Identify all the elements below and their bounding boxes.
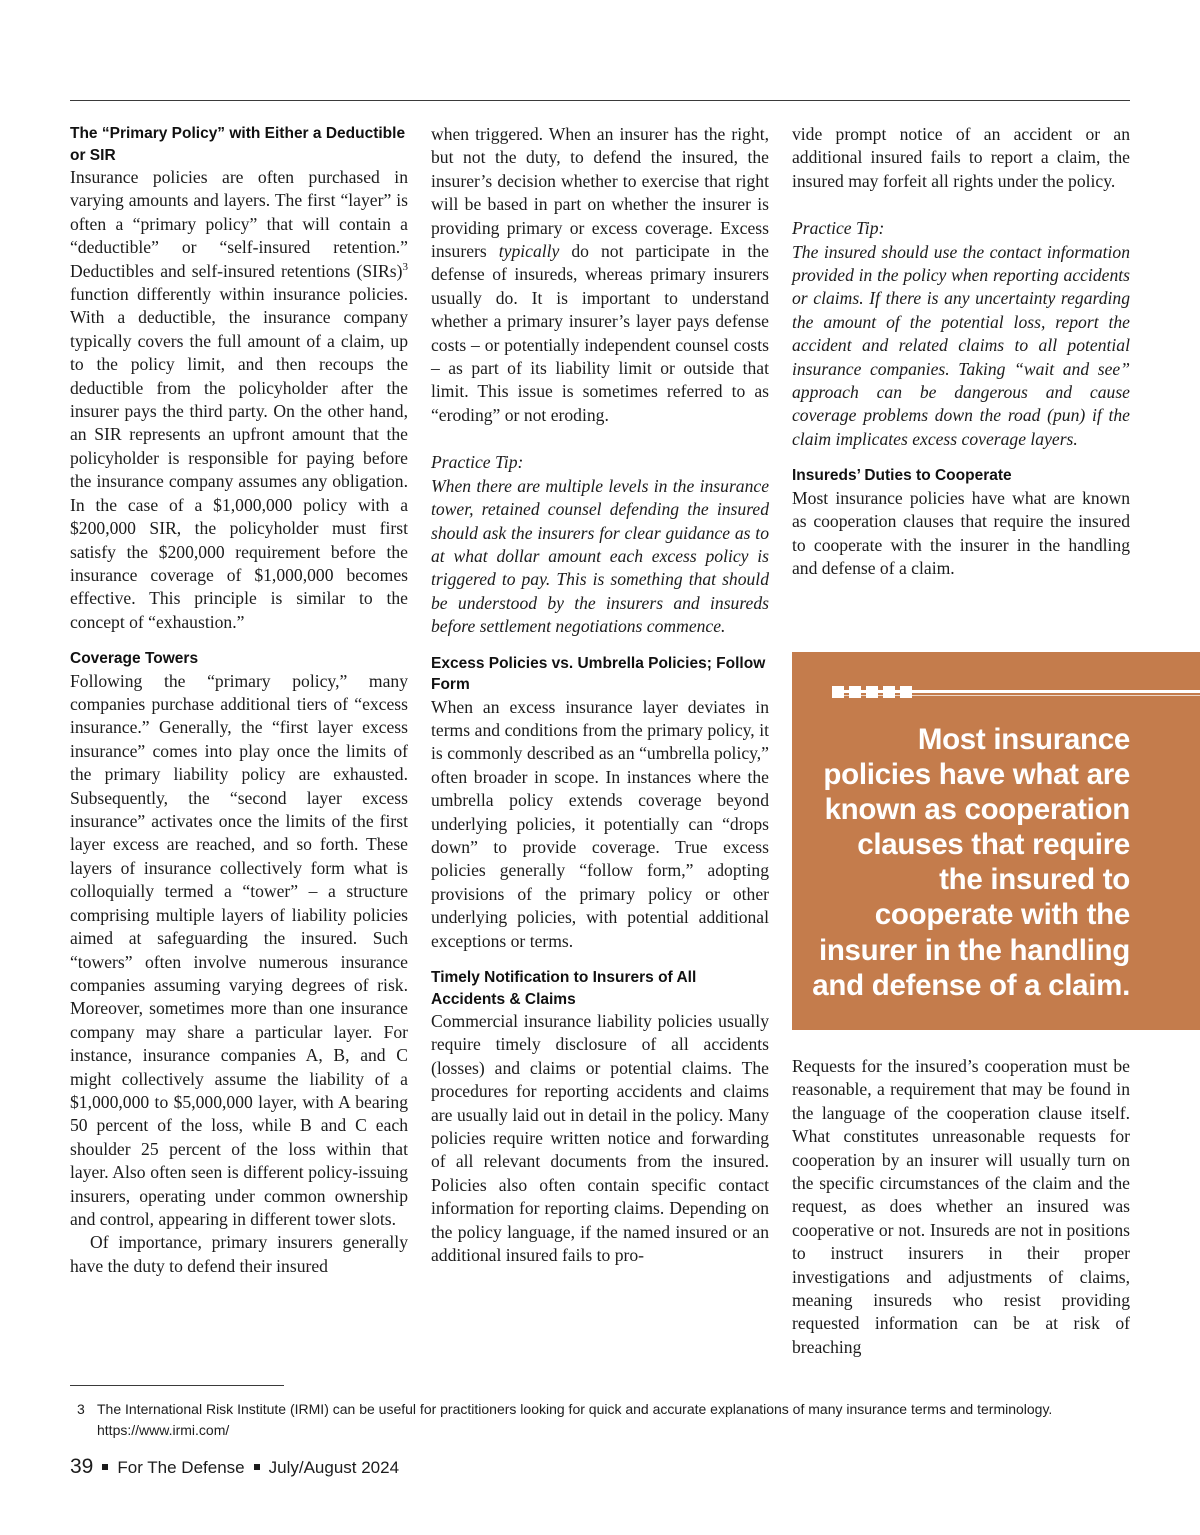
publication-name: For The Defense [117, 1458, 245, 1477]
square-icon [866, 686, 878, 698]
column-2 [431, 123, 769, 1267]
pull-quote-text: Most insurance policies have what are known as cooperation clauses that require the insured to cooperate with the insurer in the handling and defense of a claim. [812, 723, 1130, 1002]
square-icon [849, 686, 861, 698]
paragraph-excess-policies: When an excess insurance layer deviates in terms and conditions from the primary policy, it is commonly described as an “umbrella policy,” often broader in scope. In instances where the umbrella policy extends coverage beyond underlying policies, it potentially can “drops down” to provide coverage. True excess policies generally “follow form,” adopting provisions of the primary policy or other underlying policies, with potential additional exceptions or terms. [431, 696, 769, 951]
paragraph-reasonable-requests: Requests for the insured’s cooperation must be reasonable, a requirement that may be found in the language of the cooperation clause itself. What constitutes unreasonable requests for cooperation by an insurer will usually turn on the specific circumstances of the claim and the request, as does whether an insured was cooperative or not. Insureds are not in positions to instruct insurers in their proper investigations and adjustments of claims, meaning insureds who resist providing requested information can be at risk of breaching [792, 1056, 1130, 1357]
heading-primary-policy: The “Primary Policy” with Either a Deductible or SIR [70, 125, 406, 164]
practice-tip-label: Practice Tip: [792, 218, 885, 239]
practice-tip-label: Practice Tip: [431, 452, 524, 473]
footnote-rule [70, 1385, 284, 1386]
footnote [70, 1399, 1140, 1441]
heading-timely-notification: Timely Notification to Insurers of All Accidents & Claims [431, 969, 697, 1008]
paragraph-coverage-towers: Following the “primary policy,” many companies purchase additional tiers of “excess insurance.” Generally, the “first layer excess insurance” comes into play once the limits of the primary liability policy are exhausted. Subsequently, the “second layer excess insurance” activates once the limits of the first layer excess are reached, and so forth. These layers of insurance collectively form what is colloquially termed a “tower” – a structure comprising multiple layers of liability policies aimed at safeguarding the insured. Such “towers” often involve numerous insurance companies assuming varying degrees of risk. Moreover, sometimes more than one insurance company may share a particular layer. For instance, insurance companies A, B, and C might collectively assume the liability of a $1,000,000 to $5,000,000 layer, with A bearing 50 percent of the loss, while B and C each shoulder 25 percent of the loss within that layer. Also often seen is different policy-issuing insurers, operating under common ownership and control, appearing in different tower slots. [70, 670, 408, 1229]
paragraph-prompt-notice: vide prompt notice of an accident or an additional insured fails to report a claim, the insured may forfeit all rights under the policy. [792, 124, 1130, 191]
footnote-text[interactable]: The International Risk Institute (IRMI) can be useful for practitioners looking for quick and accurate explanations of many insurance terms and terminology. https://www.irmi.com/ [97, 1401, 1053, 1438]
column-3 [792, 123, 1130, 580]
pull-quote [792, 652, 1200, 1030]
heading-excess-policies: Excess Policies vs. Umbrella Policies; Follow Form [431, 654, 766, 694]
column-3-continued [792, 1055, 1130, 1359]
bullet-icon [102, 1464, 108, 1470]
pull-quote-squares [832, 685, 912, 699]
column-1 [70, 123, 408, 1278]
square-icon [900, 686, 912, 698]
paragraph-duties-to-cooperate: Most insurance policies have what are known as cooperation clauses that require the insured to cooperate with the insurer in the handling and defense of a claim. [792, 487, 1130, 578]
issue-date: July/August 2024 [268, 1458, 400, 1477]
footnote-reference[interactable]: 3 [402, 260, 408, 273]
page-footer [70, 1455, 399, 1480]
square-icon [832, 686, 844, 698]
paragraph-importance: Of importance, primary insurers generally have the duty to defend their insured [70, 1232, 408, 1276]
practice-tip-text: The insured should use the contact information provided in the policy when reporting accidents or claims. If there is any uncertainty regarding the amount of the potential loss, report the accident and related claims to all potential insurance companies. Taking “wait and see” approach can be dangerous and cause coverage problems down the road (pun) if the claim implicates excess coverage layers. [792, 241, 1130, 449]
practice-tip-text: When there are multiple levels in the insurance tower, retained counsel defending the insured should ask the insurers for clear guidance as to at what dollar amount each excess policy is triggered to pay. This is something that should be understood by the insurers and insureds before settlement negotiations commence. [431, 475, 769, 637]
bullet-icon [254, 1464, 260, 1470]
header-rule [70, 100, 1130, 101]
heading-coverage-towers: Coverage Towers [70, 650, 199, 668]
footnote-number: 3 [77, 1401, 85, 1417]
page-number: 39 [70, 1455, 94, 1478]
paragraph-defense-duty: when triggered. When an insurer has the right, but not the duty, to defend the insured, the insurer’s decision whether to exercise that right will be based in part on whether the insurer is providing primary or excess coverage. Excess insurers typically do not participate in the defense of insureds, whereas primary insurers usually do. It is important to understand whether a primary insurer’s layer pays defense costs – or potentially independent counsel costs – as part of its liability limit or outside that limit. This issue is sometimes referred to as “eroding” or not eroding. [431, 124, 769, 425]
square-icon [883, 686, 895, 698]
paragraph-primary-policy: Insurance policies are often purchased in varying amounts and layers. The first “layer” is often a “primary policy” that will contain a “deductible” or “self-insured retention.” Deductibles and self-insured retentions (SIRs)$^3$ function differently within insurance policies. With a deductible, the insurance company typically covers the full amount of a claim, up to the policy limit, and then recoups the deductible from the policyholder after the insurer pays the third party. On the other hand, an SIR represents an upfront amount that the policyholder is responsible for paying before the insurance company assumes any obligation. In the case of a $1,000,000 policy with a $200,000 SIR, the policyholder must first satisfy the $200,000 requirement before the insurance coverage of $1,000,000 becomes effective. This principle is similar to the concept of “exhaustion.” [70, 167, 408, 632]
heading-duties-to-cooperate: Insureds’ Duties to Cooperate [792, 467, 1012, 485]
paragraph-timely-notification: Commercial insurance liability policies usually require timely disclosure of all accidents (losses) and claims or potential claims. The procedures for reporting accidents and claims are usually laid out in detail in the policy. Many policies require written notice and forwarding of all relevant documents from the insured. Policies also often contain specific contact information for reporting claims. Depending on the policy language, if the named insured or an additional insured fails to pro- [431, 1011, 769, 1266]
